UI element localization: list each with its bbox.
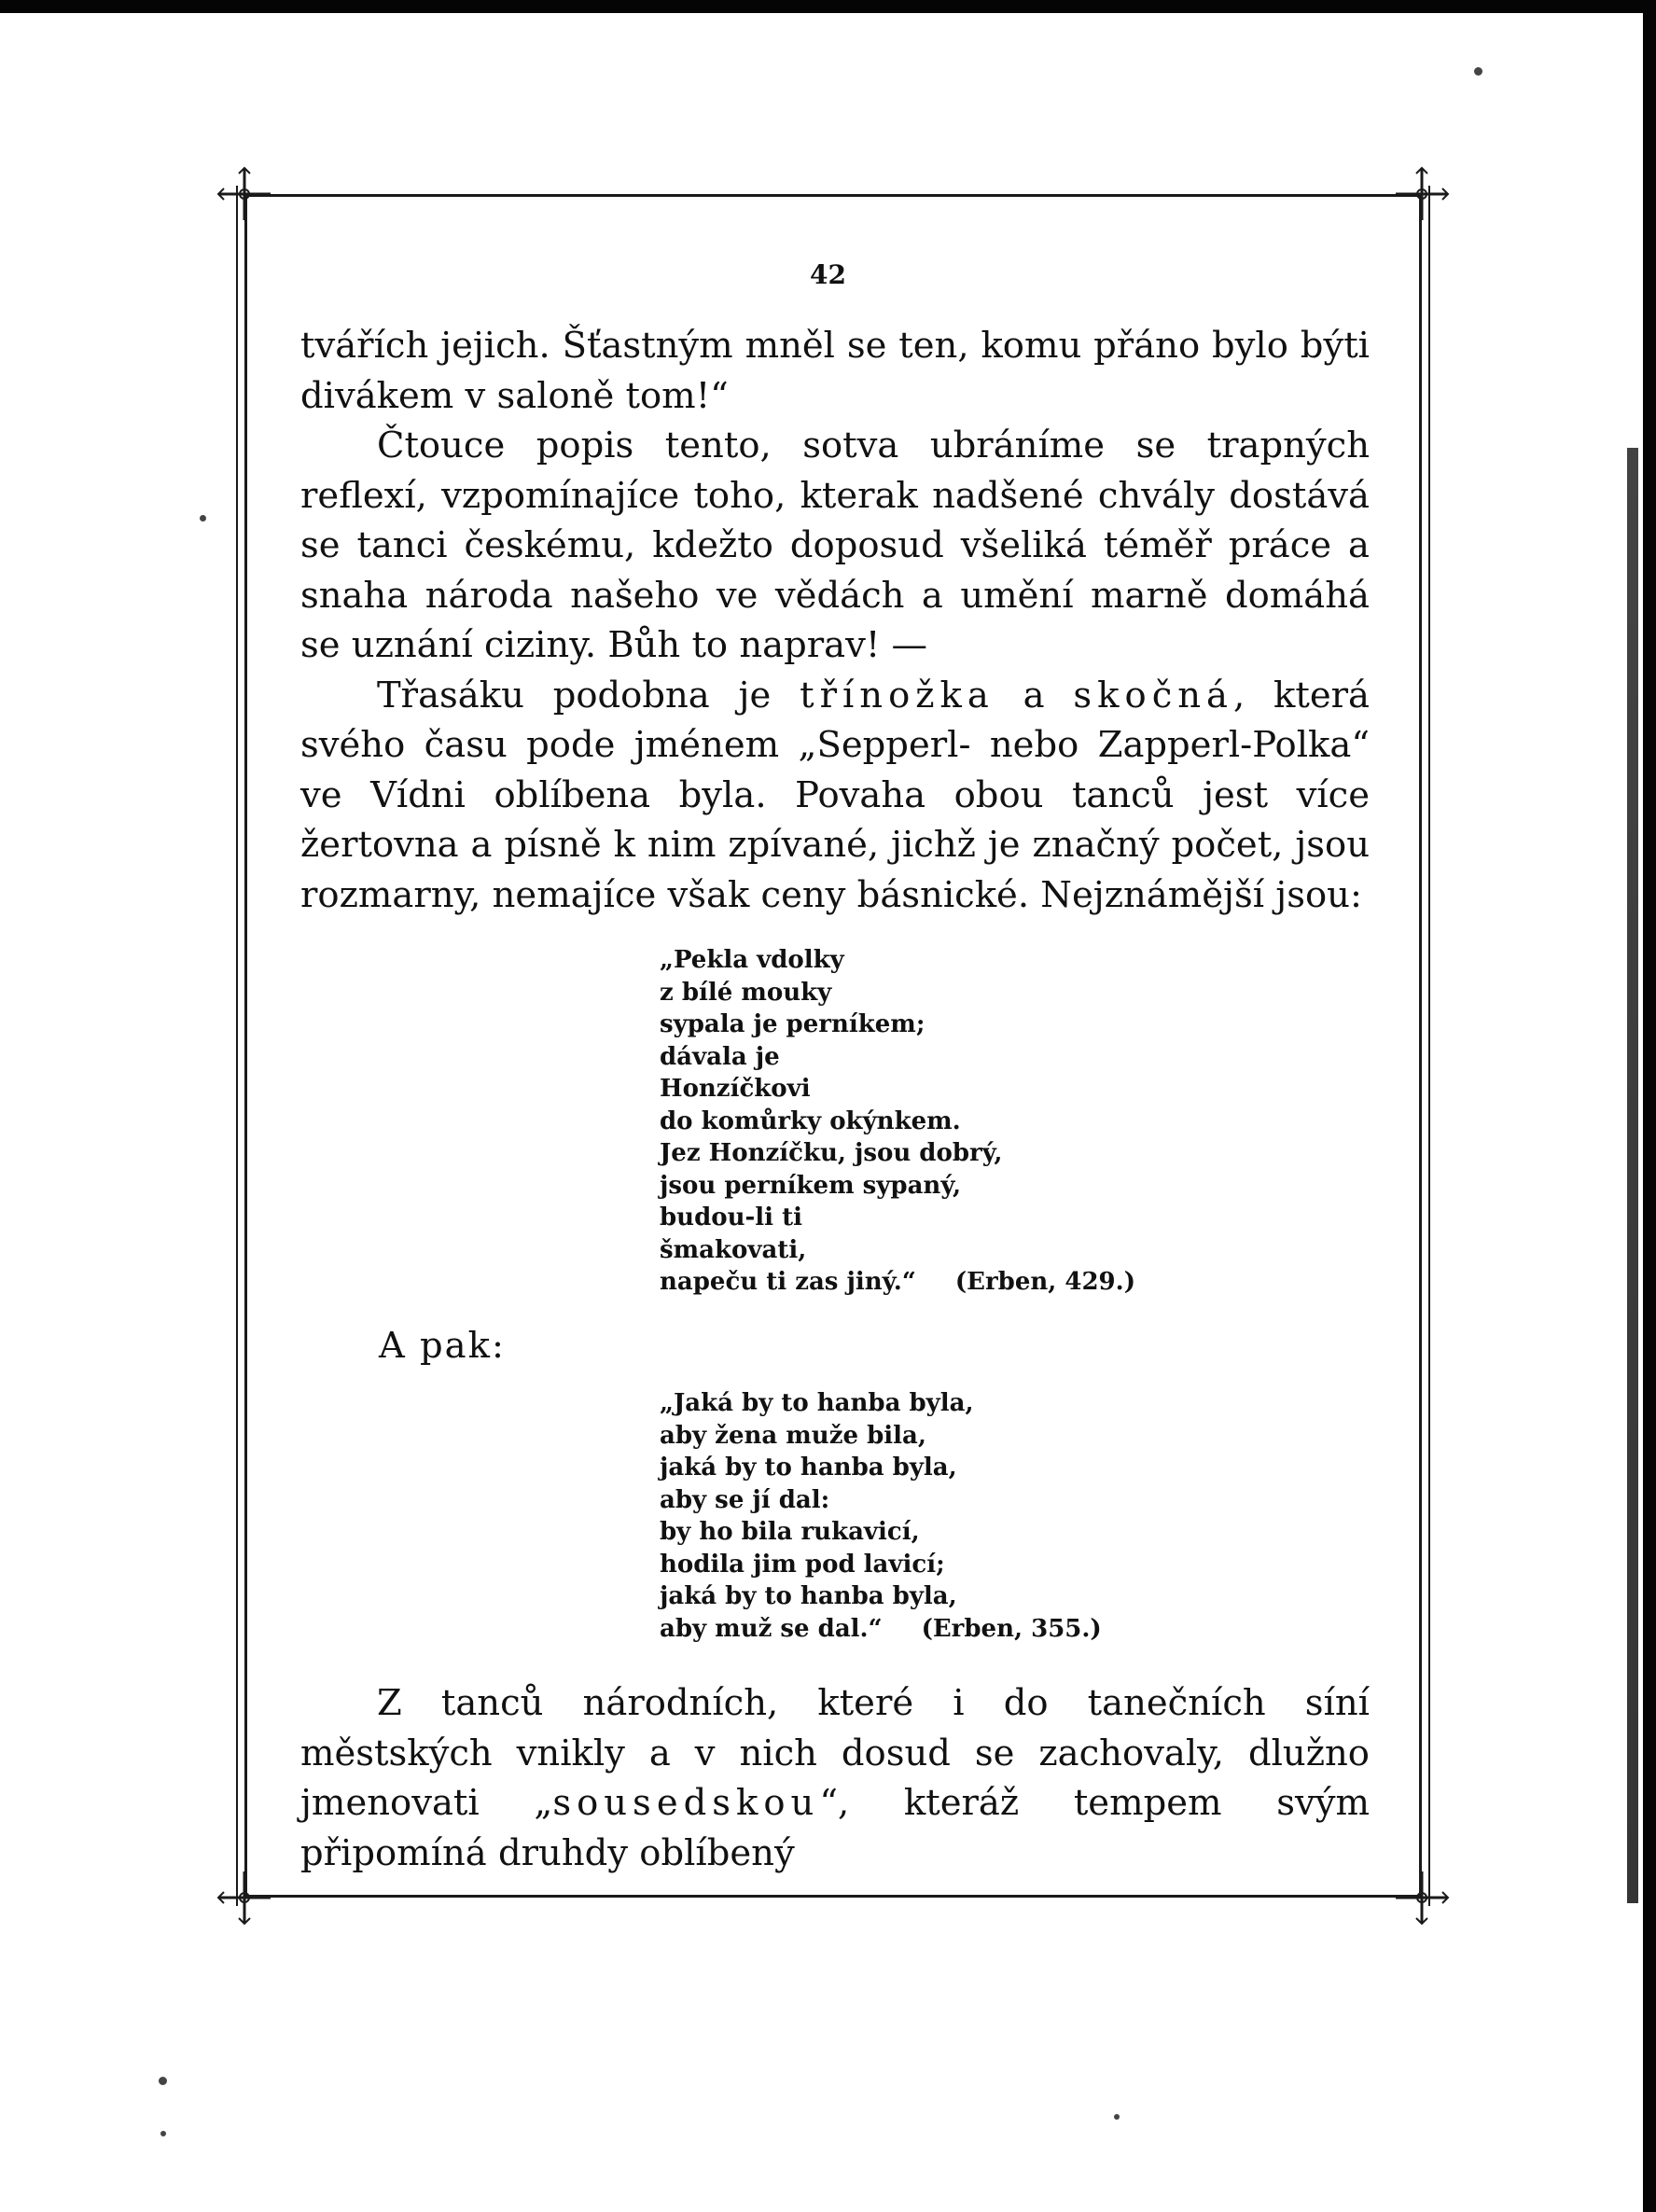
poem-line: jsou perníkem sypaný, (660, 1171, 962, 1200)
frame-corner-ornament (216, 1870, 272, 1926)
paragraph-text: , která svého času pode jménem „Sepperl- nebo Zapperl-Polka“ ve Vídni oblíbena byla. Povaha obou tanců jest více žertovna a písně k nim zpívané, jichž je značný počet, jsou rozmarny, nemajíce však ceny básnické. Nejznámější jsou: (300, 674, 1370, 916)
poem-line: jaká by to hanba byla, (660, 1454, 957, 1482)
poem-line: z bílé mouky (660, 978, 832, 1007)
scan-speck (200, 515, 206, 522)
poem-block (660, 944, 1370, 1299)
poem-line: sypala je perníkem; (660, 1010, 925, 1038)
paragraph: tvářích jejich. Šťastným mněl se ten, komu přáno bylo býti divákem v saloně tom!“ (300, 325, 1370, 417)
poem-line: budou-li ti (660, 1203, 802, 1231)
poem-line: aby se jí dal: (660, 1485, 830, 1514)
poem-line: jaká by to hanba byla, (660, 1582, 957, 1610)
poem-last-line (660, 1613, 1370, 1646)
poem-block (660, 1387, 1370, 1645)
frame-corner-ornament (1394, 166, 1450, 222)
paragraph (300, 1678, 1370, 1878)
poem-line: by ho bila rukavicí, (660, 1518, 920, 1546)
poem-citation: (Erben, 429.) (954, 1268, 1135, 1296)
poem-line: napeču ti zas jiný.“ (660, 1268, 916, 1296)
poem-line: aby žena muže bila, (660, 1421, 926, 1450)
poem-line: šmakovati, (660, 1235, 807, 1264)
transition-text: A pak: (379, 1324, 506, 1367)
poem-line: aby muž se dal.“ (660, 1614, 883, 1643)
scan-edge-right (1643, 0, 1656, 2212)
poem-line: Honzíčkovi (660, 1075, 811, 1103)
dance-name-sousedska: sousedskou (552, 1782, 820, 1824)
poem-line: „Pekla vdolky (660, 946, 844, 974)
scan-speck (159, 2077, 167, 2085)
page-body (300, 321, 1370, 1878)
frame-corner-ornament (1394, 1870, 1450, 1926)
poem-line: Jez Honzíčku, jsou dobrý, (660, 1139, 1003, 1167)
page-number: 42 (810, 259, 846, 290)
poem-citation: (Erben, 355.) (921, 1614, 1102, 1643)
poem-line: do komůrky okýnkem. (660, 1106, 961, 1135)
scan-edge-top (0, 0, 1656, 13)
scan-speck (1474, 67, 1482, 76)
paragraph-text: “, kteráž tempem svým připomíná druhdy oblíbený (300, 1782, 1370, 1874)
frame-corner-ornament (216, 166, 272, 222)
paragraph-text: a (994, 674, 1074, 716)
poem-line: dávala je (660, 1042, 780, 1071)
dance-name-trinozka: třínožka (800, 674, 995, 716)
dance-name-skocna: skočná (1073, 674, 1233, 716)
poem-line: hodila jim pod lavicí; (660, 1550, 945, 1579)
scan-speck (160, 2131, 166, 2136)
paragraph: Čtouce popis tento, sotva ubráníme se trapných reflexí, vzpomínajíce toho, kterak nadšené chvály dostává se tanci českému, kdežto doposud všeliká téměř práce a snaha národa našeho ve vědách a umění marně domáhá se uznání ciziny. Bůh to naprav! — (300, 424, 1370, 666)
poem-line: „Jaká by to hanba byla, (660, 1389, 974, 1417)
paragraph-text: Z tanců národních, které i do tanečních síní městských vnikly a v nich dosud se zachovaly, dlužno jmenovati „ (300, 1682, 1370, 1824)
poem-last-line (660, 1266, 1370, 1299)
scan-speck (1114, 2114, 1120, 2120)
paragraph (300, 671, 1370, 921)
scan-edge-mark (1627, 448, 1638, 1903)
paragraph-text: Třasáku podobna je (377, 674, 800, 716)
